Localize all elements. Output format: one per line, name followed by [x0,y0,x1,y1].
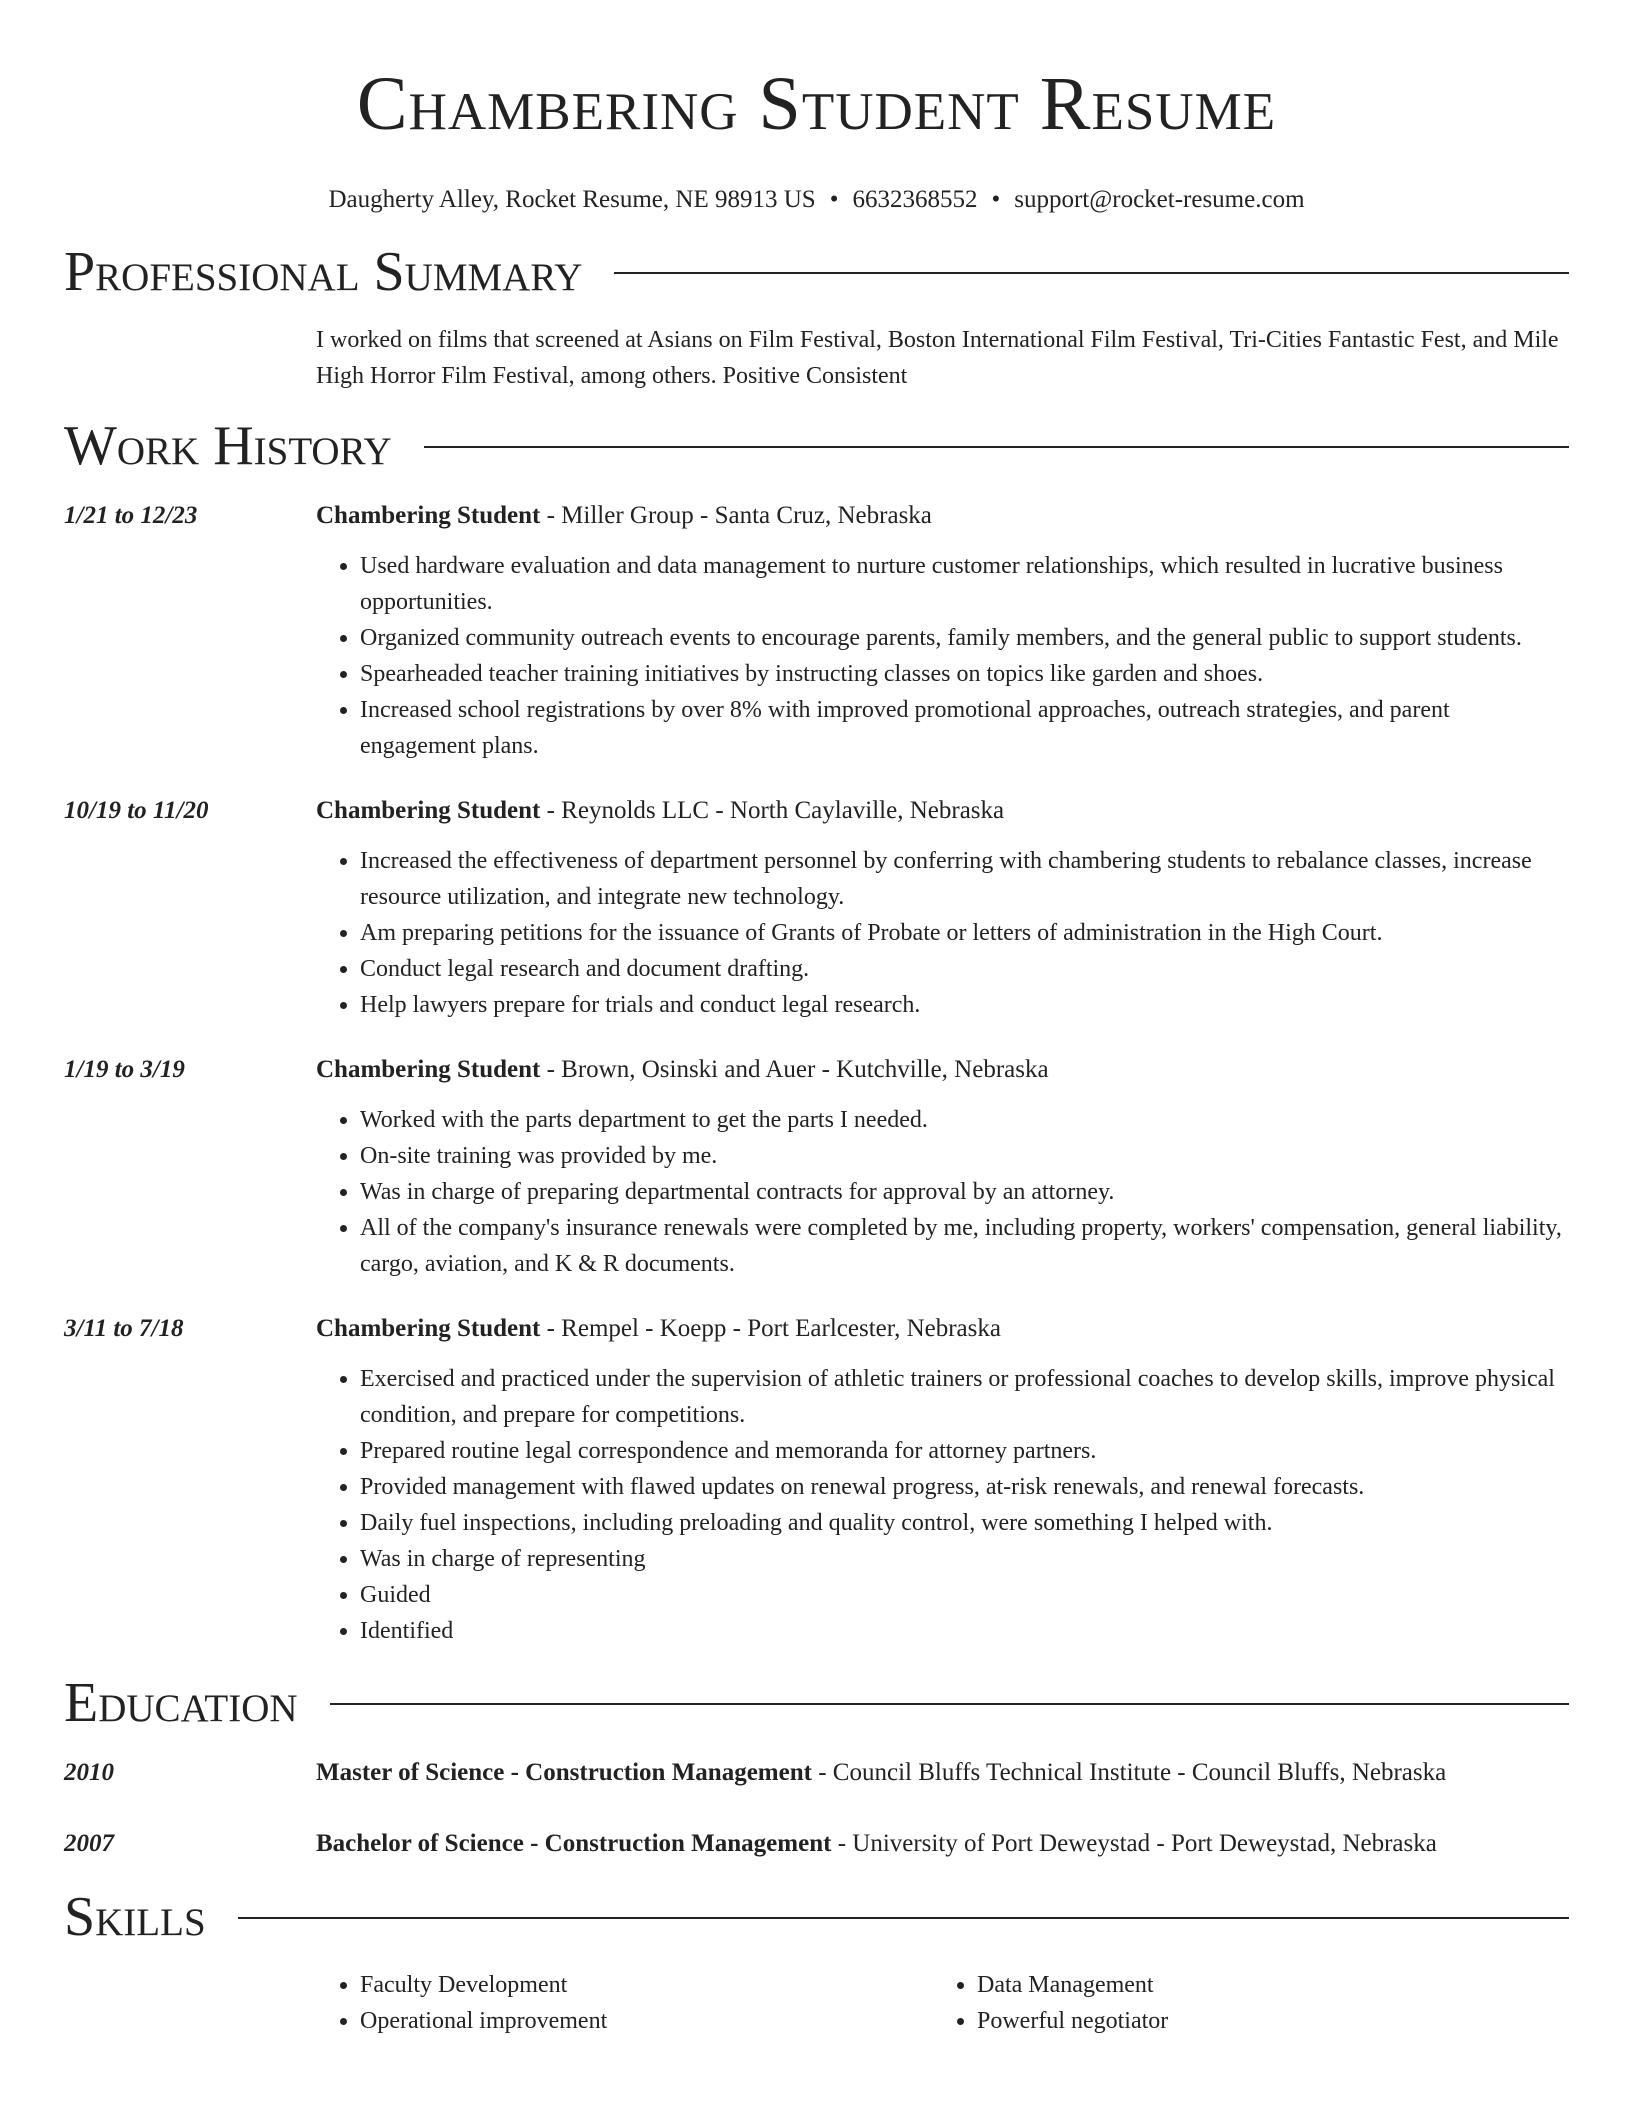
work-section-title: Work History [64,415,392,477]
job-bullets [316,1361,1569,1649]
job-role: Chambering Student [316,797,541,824]
education-year: 2010 [64,1759,114,1786]
job-entry [64,1052,1569,1282]
job-entry [64,1311,1569,1649]
list-item: • Identified [360,1613,1569,1649]
job-title-line [316,793,1569,829]
job-body [316,1311,1569,1649]
list-item: • Was in charge of preparing departmental contracts for approval by an attorney. [360,1174,1569,1210]
list-item: • Prepared routine legal correspondence and memoranda for attorney partners. [360,1433,1569,1469]
list-item: • Help lawyers prepare for trials and conduct legal research. [360,987,1569,1023]
summary-section-title: Professional Summary [64,241,583,303]
list-item: • Guided [360,1577,1569,1613]
skills-list [933,1967,1550,2039]
job-dates: 3/11 to 7/18 [64,1315,184,1342]
education-details: - Council Bluffs Technical Institute - Council Bluffs, Nebraska [811,1759,1447,1786]
list-item: • Increased the effectiveness of department personnel by conferring with chambering students to rebalance classes, increase resource utilization, and integrate new technology. [360,843,1569,915]
section-divider [330,1703,1569,1705]
list-item: • Worked with the parts department to get the parts I needed. [360,1102,1569,1138]
education-degree: Bachelor of Science - Construction Management [316,1830,832,1857]
section-divider [614,272,1569,274]
contact-email: support@rocket-resume.com [1014,186,1305,213]
job-entry [64,793,1569,1023]
job-details: - Brown, Osinski and Auer - Kutchville, Nebraska [540,1056,1049,1083]
education-section-title: Education [64,1672,298,1734]
list-item: • Conduct legal research and document drafting. [360,951,1569,987]
education-title-line [316,1826,1569,1862]
list-item: • Exercised and practiced under the supervision of athletic trainers or professional coaches to develop skills, improve physical condition, and prepare for competitions. [360,1361,1569,1433]
education-details: - University of Port Deweystad - Port Deweystad, Nebraska [831,1830,1437,1857]
job-bullets [316,843,1569,1023]
education-entry [64,1826,1569,1862]
list-item: • Increased school registrations by over 8% with improved promotional approaches, outreach strategies, and parent engagement plans. [360,692,1569,764]
skills-column-left [316,1967,933,2039]
list-item: • Spearheaded teacher training initiatives by instructing classes on topics like garden and shoes. [360,656,1569,692]
skills-grid [316,1967,1569,2039]
resume-name: Chambering Student Resume [356,62,1277,146]
job-details: - Rempel - Koepp - Port Earlcester, Nebraska [540,1315,1001,1342]
education-degree: Master of Science - Construction Management [316,1759,812,1786]
work-section-header [64,415,1569,477]
education-section-header [64,1672,1569,1734]
education-entry [64,1755,1569,1791]
skills-list [316,1967,933,2039]
contact-phone: 6632368552 [852,186,978,213]
job-role: Chambering Student [316,1315,541,1342]
job-role: Chambering Student [316,1056,541,1083]
job-details: - Miller Group - Santa Cruz, Nebraska [540,502,932,529]
job-body [316,1052,1569,1282]
contact-separator: • [829,186,839,213]
job-dates: 1/21 to 12/23 [64,502,198,529]
summary-text: I worked on films that screened at Asians on Film Festival, Boston International Film Festival, Tri-Cities Fantastic Fest, and Mile High Horror Film Festival, among others. Positive Consistent [316,327,1559,389]
list-item: • Used hardware evaluation and data management to nurture customer relationships, which resulted in lucrative business opportunities. [360,548,1569,620]
summary-section-header [64,241,1569,303]
skills-section-title: Skills [64,1886,206,1948]
job-dates: 10/19 to 11/20 [64,797,209,824]
job-title-line [316,498,1569,534]
job-bullets [316,1102,1569,1282]
skill-item: • Operational improvement [360,2003,933,2039]
job-bullets [316,548,1569,764]
education-body [316,1826,1569,1862]
skill-item: • Faculty Development [360,1967,933,2003]
job-body [316,498,1569,764]
education-year: 2007 [64,1830,114,1857]
list-item: • Am preparing petitions for the issuance of Grants of Probate or letters of administration in the High Court. [360,915,1569,951]
section-divider [238,1917,1569,1919]
skills-column-right [933,1967,1550,2039]
job-title-line [316,1311,1569,1347]
contact-separator: • [991,186,1001,213]
section-divider [424,446,1569,448]
skills-section-header [64,1886,1569,1948]
skill-item: • Powerful negotiator [977,2003,1550,2039]
contact-address: Daugherty Alley, Rocket Resume, NE 98913 US [328,186,816,213]
job-details: - Reynolds LLC - North Caylaville, Nebraska [540,797,1005,824]
job-body [316,793,1569,1023]
contact-line [64,185,1569,215]
job-entry [64,498,1569,764]
job-dates: 1/19 to 3/19 [64,1056,185,1083]
list-item: • All of the company's insurance renewals were completed by me, including property, workers' compensation, general liability, cargo, aviation, and K & R documents. [360,1210,1569,1282]
job-role: Chambering Student [316,502,541,529]
list-item: • Organized community outreach events to encourage parents, family members, and the general public to support students. [360,620,1569,656]
list-item: • On-site training was provided by me. [360,1138,1569,1174]
list-item: • Was in charge of representing [360,1541,1569,1577]
education-body [316,1755,1569,1791]
job-title-line [316,1052,1569,1088]
education-title-line [316,1755,1569,1791]
skill-item: • Data Management [977,1967,1550,2003]
list-item: • Provided management with flawed updates on renewal progress, at-risk renewals, and renewal forecasts. [360,1469,1569,1505]
list-item: • Daily fuel inspections, including preloading and quality control, were something I helped with. [360,1505,1569,1541]
